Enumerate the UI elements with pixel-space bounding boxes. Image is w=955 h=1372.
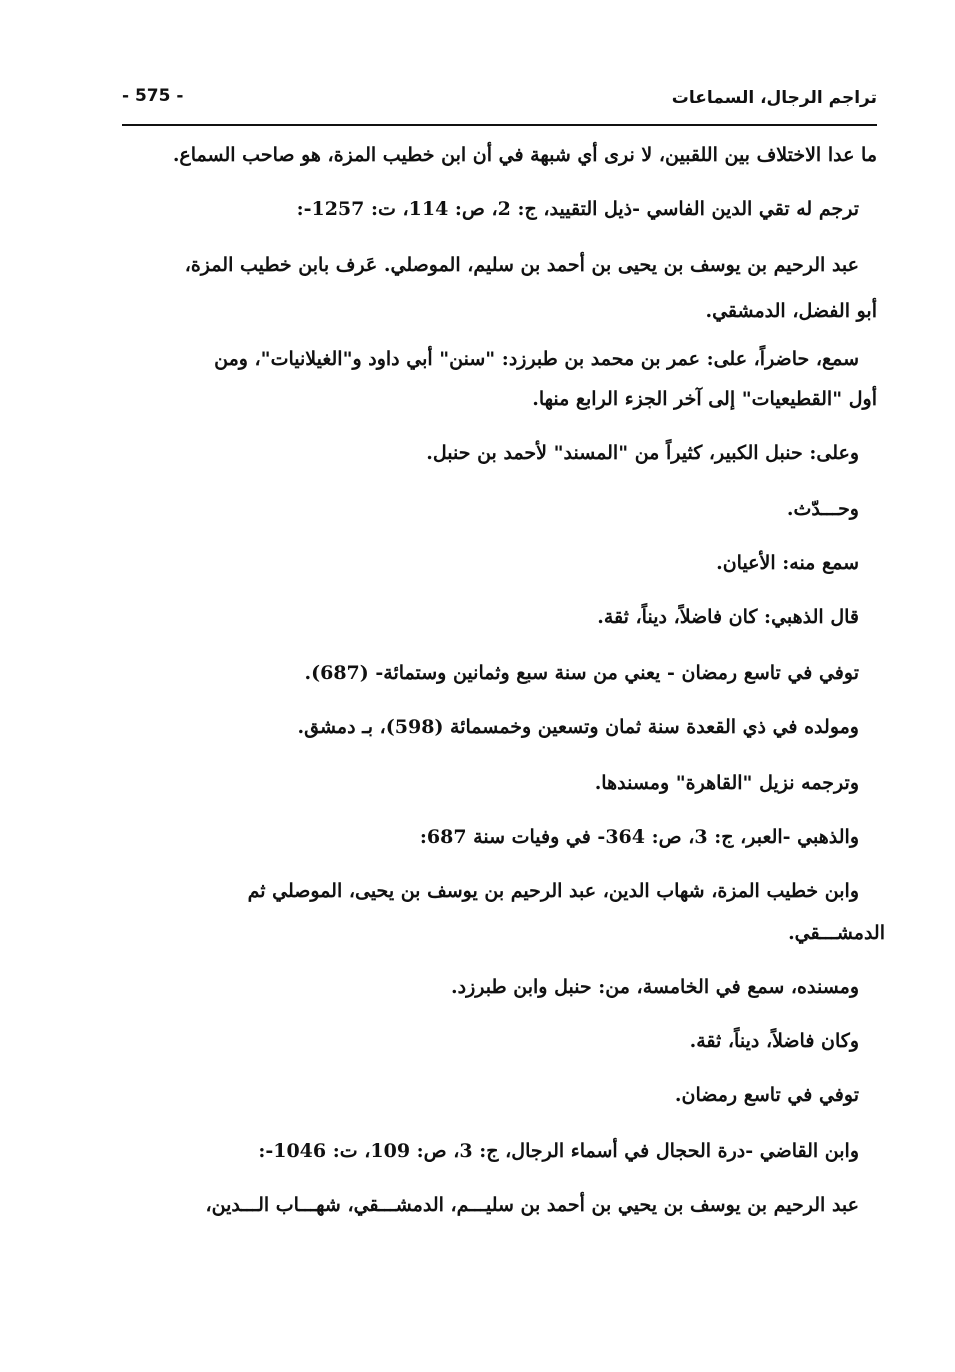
text-line: عبد الرحيم بن يوسف بن يحيي بن أحمد بن سليـــم، الدمشـــقي، شهـــاب الـــدين، [205,1194,859,1216]
text-line: سمع، حاضراً، على: عمر بن محمد بن طبرزد: "سنن" أبي داود و"الغيلانيات"، ومن [214,348,859,370]
text-line: أبو الفضل، الدمشقي. [705,300,877,322]
text-line: ومسنده، سمع في الخامسة، من: حنبل وابن طبرزد. [451,976,859,998]
text-line: سمع منه: الأعيان. [716,552,859,574]
text-line: وترجمه نزيل "القاهرة" ومسندها. [594,772,859,794]
text-line: والذهبي -العبر، ج: 3، ص: 364- في وفيات سنة 687: [419,826,859,848]
text-line: ومولده في ذي القعدة سنة ثمان وتسعين وخمسمائة (598)، بـ دمشق. [297,716,859,738]
text-line: وعلى: حنبل الكبير، كثيراً من "المسند" لأحمد بن حنبل. [426,442,859,464]
text-line: عبد الرحيم بن يوسف بن يحيى بن أحمد بن سليم، الموصلي. عَرف بابن خطيب المزة، [184,254,859,276]
running-header [122,86,877,116]
text-line: قال الذهبي: كان فاضلاً، ديناً، ثقة. [597,606,859,628]
text-line: الدمشـــقي. [788,922,885,944]
running-title: تراجم الرجال، السماعات [671,88,877,108]
page-number: - 575 - [122,86,184,106]
text-line: ترجم له تقي الدين الفاسي -ذيل التقييد، ج: 2، ص: 114، ت: 1257-: [296,198,859,220]
text-line: توفي في تاسع رمضان - يعني من سنة سبع وثمانين وستمائة- (687). [304,662,859,684]
text-line: توفي في تاسع رمضان. [674,1084,859,1106]
text-line: وابن خطيب المزة، شهاب الدين، عبد الرحيم بن يوسف بن يحيى، الموصلي ثم [247,880,859,902]
text-line: وابن القاضي -درة الحجال في أسماء الرجال، ج: 3، ص: 109، ت: 1046-: [258,1140,859,1162]
text-line: ما عدا الاختلاف بين اللقبين، لا نرى أي شبهة في أن ابن خطيب المزة، هو صاحب السماع. [172,144,877,166]
text-line: وحـــدّث. [786,498,859,520]
text-line: وكان فاضلاً، ديناً، ثقة. [689,1030,859,1052]
text-line: أول "القطيعيات" إلى آخر الجزء الرابع منها. [532,388,877,410]
header-divider [122,124,877,126]
